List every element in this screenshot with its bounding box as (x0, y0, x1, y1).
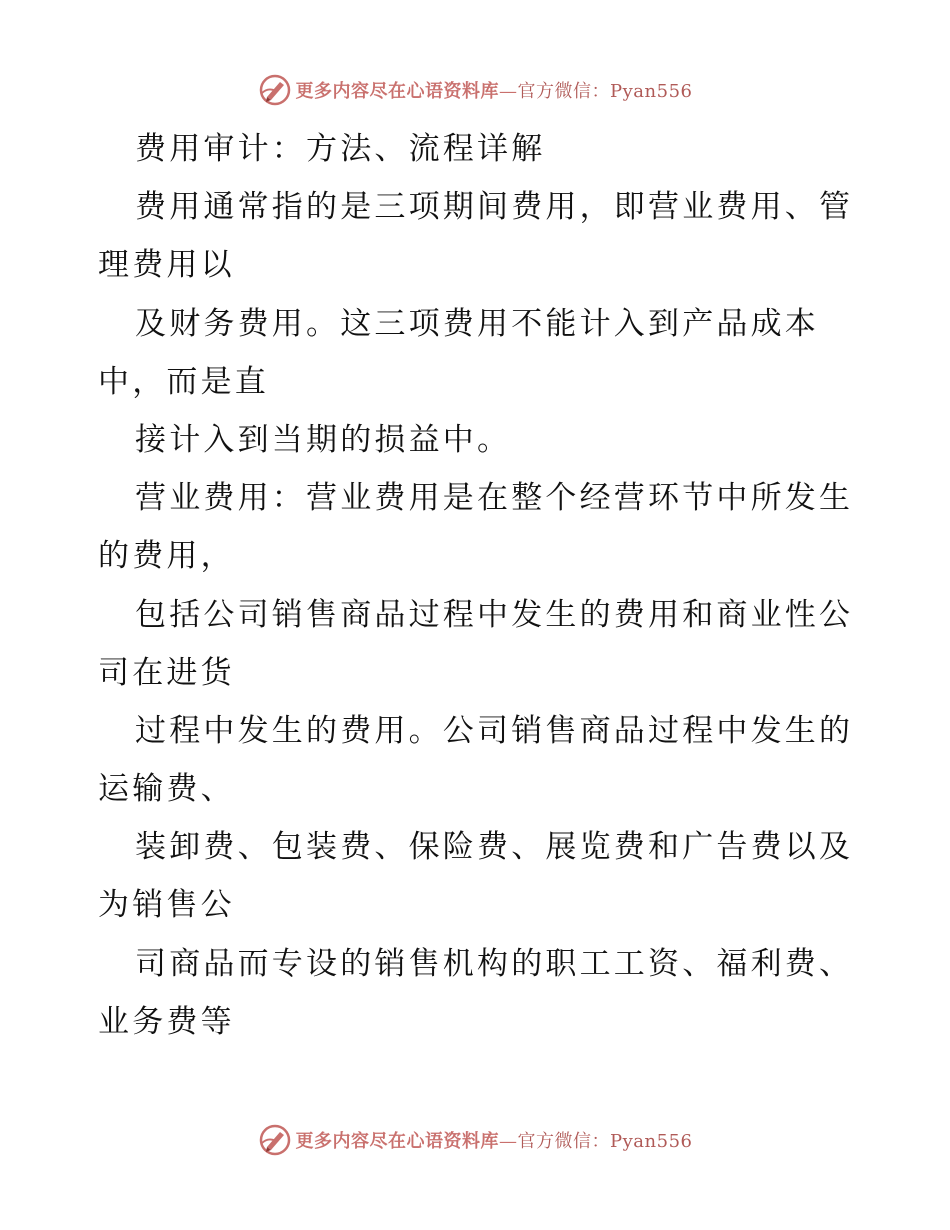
footer-watermark-text (296, 1127, 693, 1153)
header-wechat-text: 官方微信：Pyan556 (517, 81, 693, 102)
paragraph-line: 过程中发生的费用。公司销售商品过程中发生的 (135, 712, 854, 749)
header-separator: — (499, 81, 518, 102)
paragraph-line: 费用通常指的是三项期间费用，即营业费用、管 (135, 189, 854, 226)
header-watermark (0, 70, 950, 110)
header-watermark-text (296, 77, 693, 103)
paragraph-line: 中，而是直 (98, 363, 269, 400)
paragraph-line: 营业费用：营业费用是在整个经营环节中所发生 (135, 480, 854, 517)
paragraph-line: 接计入到当期的损益中。 (135, 421, 512, 458)
header-brand-text: 更多内容尽在心语资料库 (295, 81, 500, 102)
paragraph-line: 装卸费、包装费、保险费、展览费和广告费以及 (135, 829, 854, 866)
paragraph-line: 司商品而专设的销售机构的职工工资、福利费、 (135, 945, 854, 982)
pen-logo-icon (258, 1123, 292, 1157)
pen-logo-icon (258, 73, 292, 107)
paragraph-line: 及财务费用。这三项费用不能计入到产品成本 (135, 305, 819, 342)
paragraph-line: 业务费等 (98, 1003, 235, 1040)
paragraph-line: 为销售公 (98, 887, 235, 924)
paragraph-line: 的费用， (98, 538, 235, 575)
footer-wechat-text: 官方微信：Pyan556 (517, 1131, 693, 1152)
footer-separator: — (499, 1131, 518, 1152)
paragraph-line: 理费用以 (98, 247, 235, 284)
paragraph-line: 运输费、 (98, 771, 235, 808)
footer-watermark (0, 1120, 950, 1160)
document-body (98, 120, 868, 1051)
paragraph-line: 司在进货 (98, 654, 235, 691)
paragraph-line: 包括公司销售商品过程中发生的费用和商业性公 (135, 596, 854, 633)
document-title: 费用审计：方法、流程详解 (135, 131, 546, 167)
footer-brand-text: 更多内容尽在心语资料库 (295, 1131, 500, 1152)
